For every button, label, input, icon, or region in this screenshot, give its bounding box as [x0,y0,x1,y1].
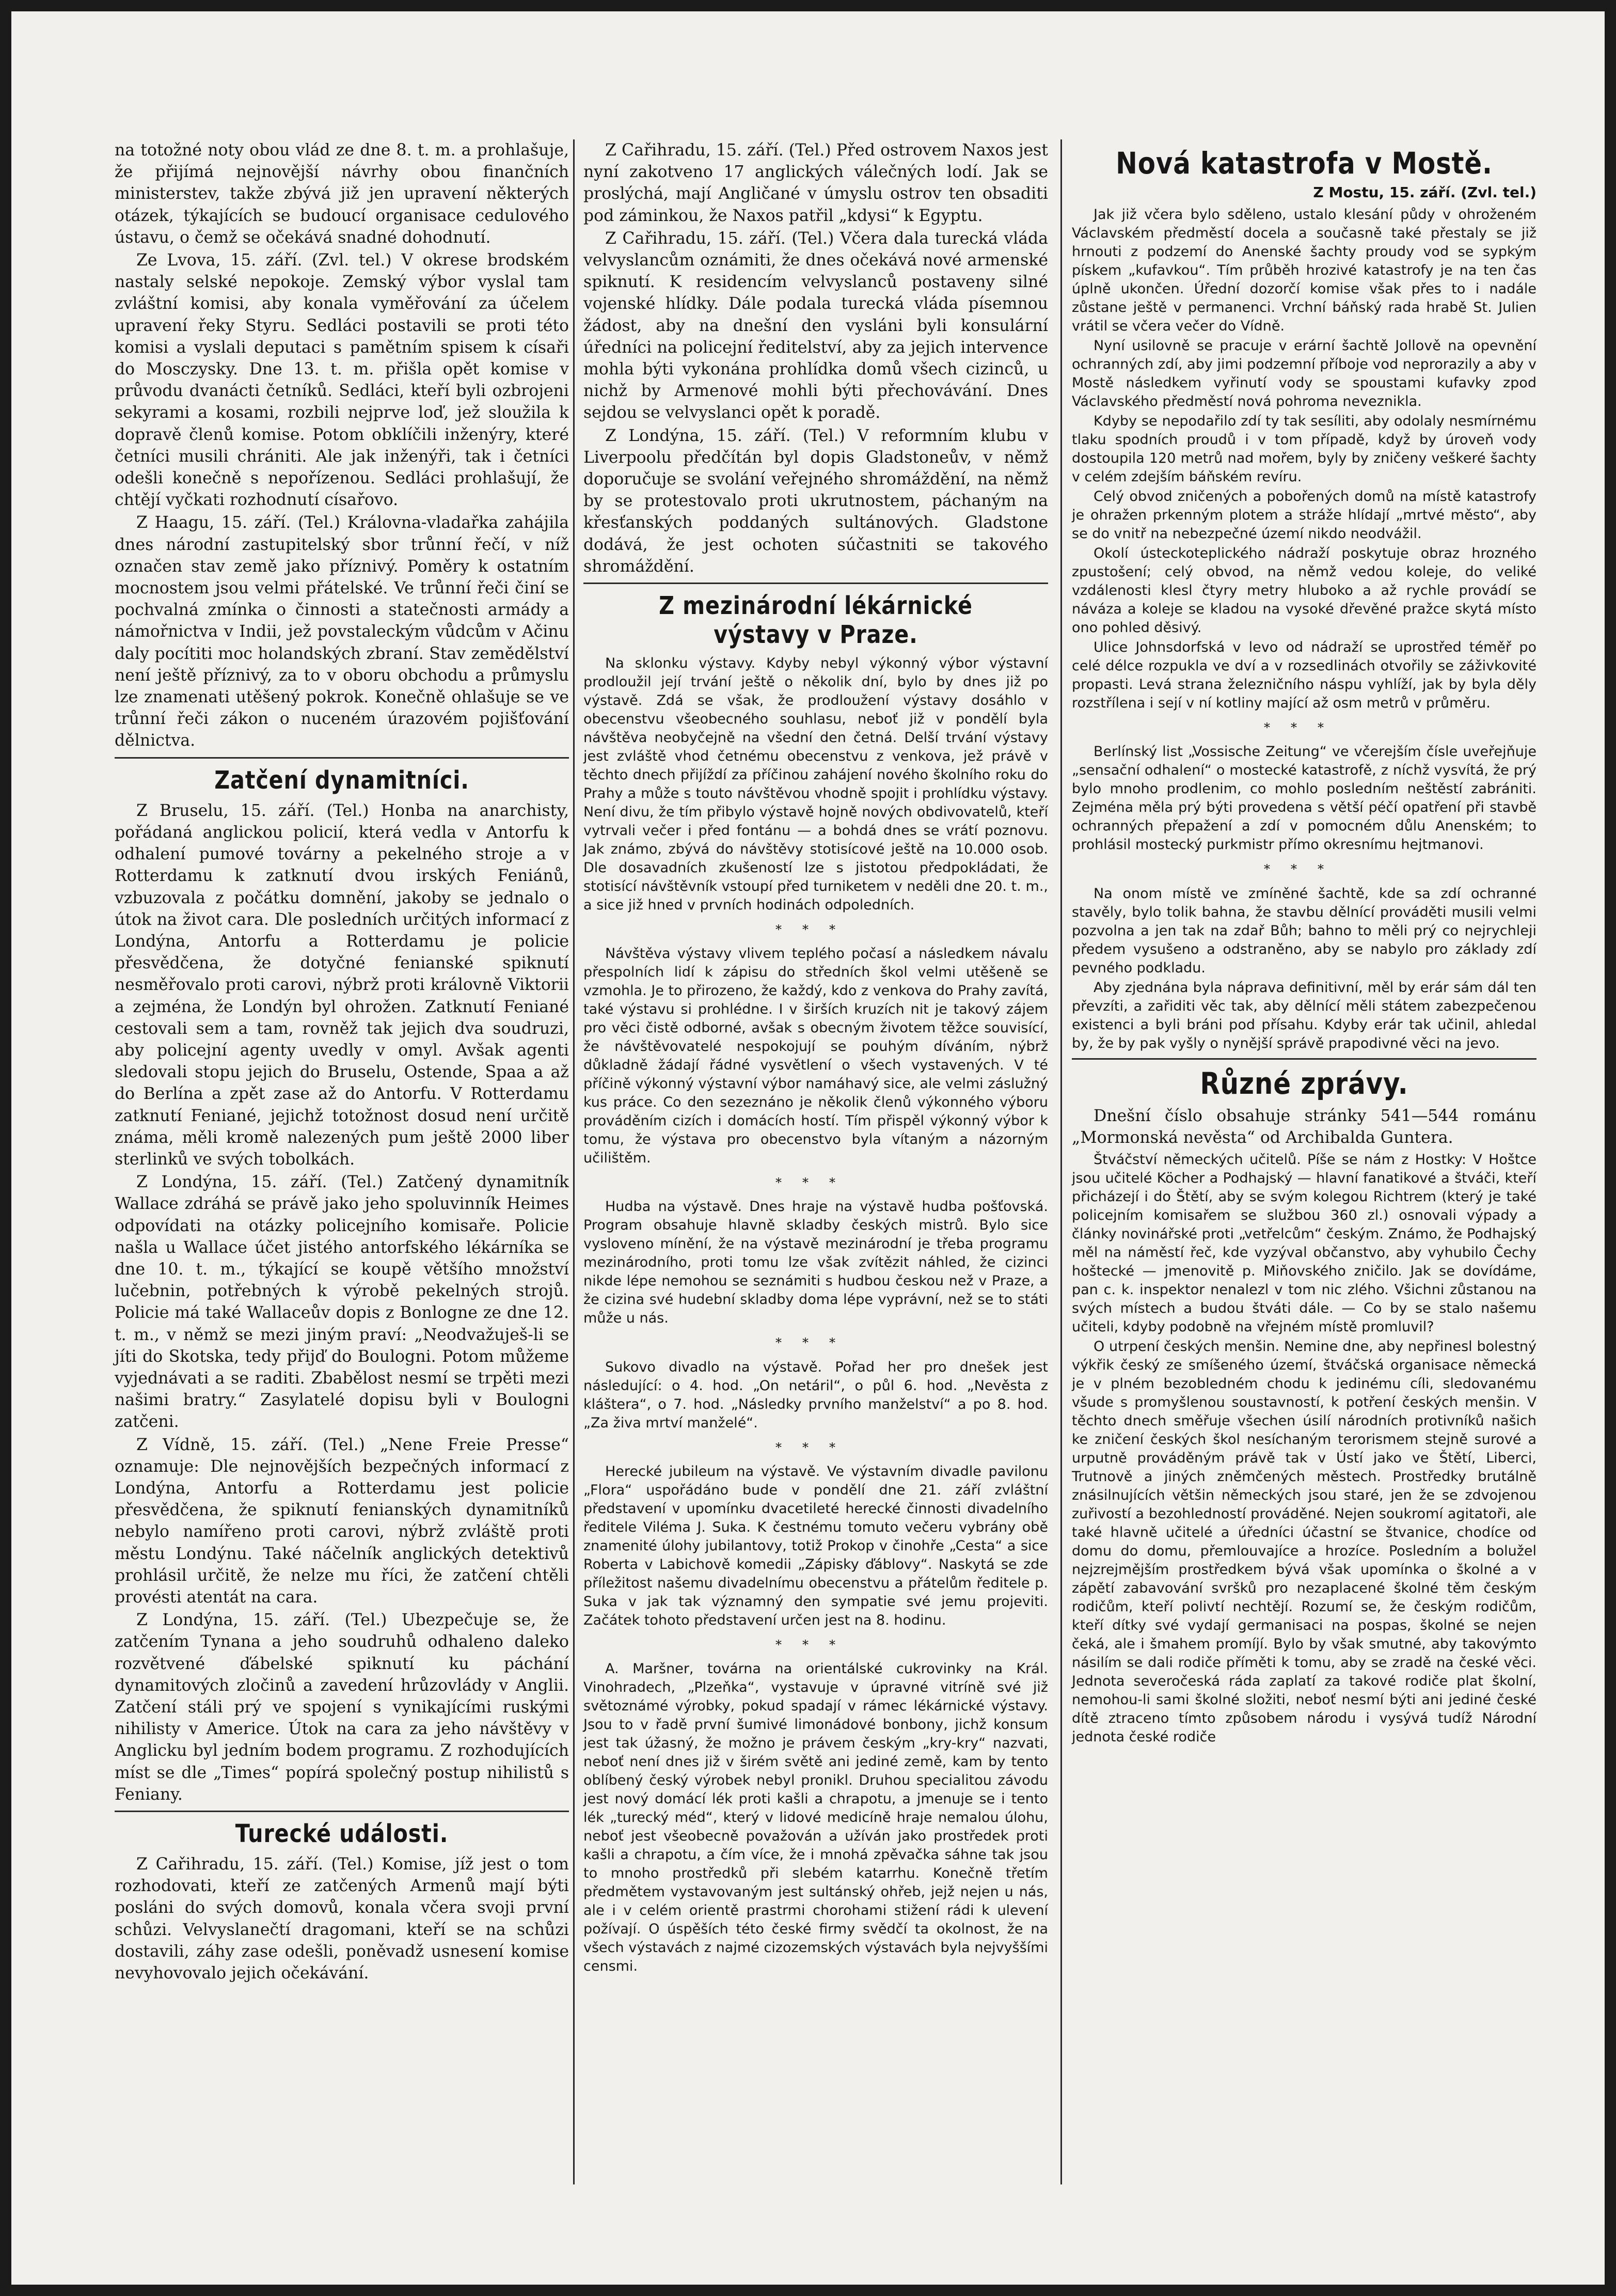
article-paragraph: Z Bruselu, 15. září. (Tel.) Honba na anarchisty, pořádaná anglickou policií, která vedla v Antorfu k odhalení pumové továrny a pekelného stroje a v Rotterdamu k zatknutí dvou irských Feniánů, vzbuzovala z počátku domnění, jakoby se jednalo o útok na život cara. Dle posledních určitých informací z Londýna, Antorfu a Rotterdamu je policie přesvědčena, že dotyčné fenianské spiknutí nesměřovalo proti carovi, nýbrž proti královně Viktorii a zejména, že Londýn byl ohrožen. Zatknutí Feniané cestovali sem a tam, rovněž tak jejich dva soudruzi, aby policejní agenty uvedly v omyl. Avšak agenti sledovali stopu jejich do Bruselu, Ostende, Spaa a až do Berlína a zpět zase až do Antorfu. V Rotterdamu zatknutí Feniané, jejichž totožnost dosud není určitě známa, měli kromě nalezených pum ještě 2000 liber sterlinků ve svých tobolkách. [115,801,569,1169]
middle-column [583,139,1048,1977]
section-divider [115,1811,569,1812]
exhibition-reports [583,654,1048,1976]
report-paragraph: Na sklonku výstavy. Kdyby nebyl výkonný výbor výstavní prodloužil její trvání ještě o několik dní, bylo by dnes již po výstavě. Zdá se však, že prodloužení výstavy dosáhlo v obecenstvu všeobecného souhlasu, neboť již v pondělí byla návštěva neobyčejně na všední den četná. Delší trvání výstavy jest zvláště vhod četnému obecenstvu z venkova, jež právě v těchto dnech přijíždí za příčinou zahájení nového školního roku do Prahy a může s touto návštěvou vhodně spojit i prohlídku výstavy. Není divu, že tím přibylo výstavě hojně nových obdivovatelů, kteří vytrvali večer i před fontánu — a bohdá dnes se vrátí poznovu. Jak známo, zbývá do návštěvy stotisícové ještě na 10.000 osob. Dle dosavadních zkušeností lze s jistotou předpokládati, že stotisící návštěvník vstoupí před turniketem v neděli dne 20. t. m., a sice již hned v prvních hodinách odpoledních. [583,655,1048,914]
section-divider [115,757,569,759]
separator-stars: *** [775,1440,856,1455]
section-heading-zpravy: Různé zprávy. [1200,1065,1408,1101]
report-paragraph: Na onom místě ve zmíněné šachtě, kde sa zdí ochranné stavěly, bylo tolik bahna, že stavbu dělnící prováděti musili velmi pozvolna a jen tak na zdař Bůh; bahno to měli prý co nejrychleji předem vysušeno a odstraněno, aby se nabylo pro základy zdí pevného podkladu. [1072,885,1536,976]
separator-stars: *** [775,922,856,937]
most-reports [1072,206,1536,1052]
report-paragraph: O utrpení českých menšin. Nemine dne, aby nepřinesl bolestný výkřik český ze smíšeného území, štváčská organisace německá je v plném bezobledném chodu k jedinému cíli, sledovanému všude s promyšlenou soustavností, k potření českých menšin. V těchto dnech směřuje všechen úsilí národních protivníků našich ke zničení českých škol nesíchaným terorismem stejně surové a urputně prováděným právě tak v Ústí jako ve Štětí, Liberci, Trutnově a jiných zněmčených městech. Prostředky brutálně znásilnujících většin německých jsou staré, jen že se zdvojenou zuřivostí a bezohledností prováděné. Nejen soukromí agitatoři, ale také hlavně učitelé a úředníci účastní se štvanice, chodíce od domu do domu, přemlouvajíce a hrozíce. Posledním a bolužel nejzrejmějším prostředkem bývá však upomínka o školné a v zápětí zabavování svršků pro nezaplacené školné těm českým rodičům, kteří polivtí nechtějí. Rozumí se, že českým rodičům, kteří dítky své vydají germanisaci na pospas, školné se nejen čeká, ale i šmahem promíjí. Bylo by však smutné, aby takovýmto násilím se dali rodiče příměti k tomu, aby se zradě na české věci. Jednota severočeská ráda zaplatí za takové rodiče plat školní, nemohou-li sami školné složiti, neboť nesmí býti ani jediné české dítě ztraceno tímto způsobem národu i vysývá tudíž Národní jednota české rodiče [1072,1339,1536,1745]
report-paragraph: Ulice Johnsdorfská v levo od nádraží se uprostřed téměř po celé délce rozpukla ve dví a v rozsedlinách otvořily se záživkovité propasti. Levá strana železničního náspu vyhlíží, jak by byla děly rozstřílena i sejí v ní kotliny mající až osm metrů v průměru. [1072,639,1536,712]
section-heading-turecke: Turecké události. [235,1819,449,1849]
report-paragraph: Berlínský list „Vossische Zeitung“ ve včerejším čísle uveřejňuje „sensační odhalení“ o mostecké katastrofě, z níchž vysvítá, že prý bylo mnoho prodlenim, co mohlo posledním neštěstí zabrániti. Zejména měla prý býti provedena s větší péčí opatření při stavbě ochranných přepažení a zdí v pomocném důlu Anenském; to prohlásil mostecký purkmistr přímo okresnímu hejtmanovi. [1072,744,1536,853]
report-paragraph: Sukovo divadlo na výstavě. Pořad her pro dnešek jest následující: o 4. hod. „On netáril“, o půl 6. hod. „Nevěsta z kláštera“, o 7. hod. „Následky prvního manželství“ a po 8. hod. „Za živa mrtví manželé“. [583,1359,1048,1431]
report-paragraph: Jak již včera bylo sděleno, ustalo klesání půdy v ohroženém Václavském předměstí docela a současně také přestaly se již hrnouti z podzemí do Anenské šachty proudy vod se sypkým pískem „kufavkou“. Tím průběh hrozivé katastrofy je na ten čas úplně ukončen. Úřední dozorčí komise však přes to i nadále zůstane ještě v permanenci. Vrchní báňský rada hrabě St. Julien vrátil se včera večer do Vídně. [1072,207,1536,335]
article-paragraph: Z Londýna, 15. září. (Tel.) Ubezpečuje se, že zatčením Tynana a jeho soudruhů odhaleno daleko rozvětvené ďábelské spiknutí ku páchání dynamitových zločinů a zavedení hrůzovlády v Anglii. Zatčení stáli prý ve spojení s vynikajícími ruskými nihilisty v Americe. Útok na cara za jeho návštěvy v Anglicku byl jedním bodem programu. Z rozhodujících míst se dle „Times“ popírá společný postup nihilistů s Feniany. [115,1611,569,1804]
section-heading-dynamitnici: Zatčení dynamitníci. [214,765,469,795]
column-divider-2 [1060,139,1062,2184]
report-paragraph: Štváčství německých učitelů. Píše se nám z Hostky: V Hoštce jsou učitelé Köcher a Podhajský — hlavní fanatikové a štváči, kteří přicházejí i do Štětí, aby se svým kolegou Richtrem (který je také policejním komisařem se službou 360 zl.) osnovali výpady a články novinářské proti „vetřelcům“ českým. Známo, že Podhajský měl na náměstí řeč, kde vyzýval občanstvo, aby vyhubilo Čechy hoštecké — jmenovitě p. Miňovského zničilo. Jak se dovídáme, pan c. k. inspektor nenalezl v tom nic zlého. Všichni zůstanou na svých místech a budou štváti dále. — Co by se stalo našemu učiteli, kdyby podobně na vřejném místě promluvil? [1072,1152,1536,1335]
article-paragraph: Z Cařihradu, 15. září. (Tel.) Komise, jíž jest o tom rozhodovati, kteří ze zatčených Armenů mají býti posláni do svých domovů, konala včera svoji první schůzi. Velvyslanečtí dragomani, kteří se na schůzi dostavili, záhy zase odešli, poněvadž usnesení komise nevyhovovalo jejich očekávání. [115,1855,569,1983]
separator-stars: *** [1264,720,1344,735]
article-paragraph: na totožné noty obou vlád ze dne 8. t. m. a prohlašuje, že přijímá nejnovější návrhy obou finančních ministerstev, takže zbývá již jen upravení některých otázek, týkajících se budoucí organisace cedulového ústavu, o čemž se očekává snadné dohodnutí. [115,141,569,247]
scan-border-left [0,0,11,2296]
section-heading-vystava: Z mezinárodní lékárnické výstavy v Praze. [659,591,973,650]
article-paragraph: Z Londýna, 15. září. (Tel.) V reformním klubu v Liverpoolu předčítán byl dopis Gladstoneův, v němž doporučuje se svolání veřejného shromáždění, na němž by se protestovalo proti ukrutnostem, páchaným na křesťanských poddaných sultánových. Gladstone dodává, že jest ochoten súčastniti se takového shromáždění. [583,426,1048,576]
report-paragraph: Aby zjednána byla náprava definitivní, měl by erár sám dál ten převzíti, a zařiditi věc tak, aby dělnící měli státem zabezpečenou existenci a byli bráni pod přísahu. Kdyby erár tak učinil, ahledal by, že by pak vyšly o nynější správě prapodivné věci na jevo. [1072,979,1536,1051]
article-paragraph: Z Haagu, 15. září. (Tel.) Královna-vladařka zahájila dnes národní zastupitelský sbor trůnní řečí, v níž označen stav země jako příznivý. Poměry k ostatním mocnostem jsou velmi přátelské. Ve trůnní řeči činí se pochvalná zmínka o činnosti a statečnosti armády a námořnictva v Indii, jež povstaleckým vůdcům v Ačinu daly pocítiti moc holandských zbraní. Stav zemědělství není ještě příznivý, za to v oboru obchodu a průmyslu lze znamenati utěšený pokrok. Konečně ohlašuje se ve trůnní řeči zákon o nuceném úrazovém pojišťování dělnictva. [115,513,569,750]
separator-stars: *** [1264,862,1344,877]
separator-stars: *** [775,1637,856,1652]
article-paragraph: Z Cařihradu, 15. září. (Tel.) Před ostrovem Naxos jest nyní zakotveno 17 anglických válečných lodí. Jak se proslýchá, mají Angličané v úmyslu ostrov ten obsaditi pod záminkou, že Naxos patřil „kdysi“ k Egyptu. [583,141,1048,225]
article-paragraph: Z Cařihradu, 15. září. (Tel.) Včera dala turecká vláda velvyslancům oznámiti, že dnes očekává nové armenské spiknutí. K residencím velvyslanců postaveny silné vojenské hlídky. Dále podala turecká vláda písemnou žádost, aby na dnešní den vysláni byli konsulární úředníci na policejní ředitelství, aby za jejich intervence mohla býti vykonána prohlídka domů všech cizinců, u nichž by Armenové mohli býti přechovávání. Dnes sejdou se velvyslanci opět k poradě. [583,229,1048,422]
scan-border-top [0,0,1616,11]
article-paragraph: Z Vídně, 15. září. (Tel.) „Nene Freie Presse“ oznamuje: Dle nejnovějších bezpečných informací z Londýna, Antorfu a Rotterdamu jest policie přesvědčena, že spiknutí fenianských dynamitníků nebylo namířeno proti carovi, nýbrž zvláště proti městu Londýnu. Také náčelník anglických detektivů prohlásil určitě, že nelze mu říci, že zatčení chtěli provésti atentát na cara. [115,1435,569,1607]
report-paragraph: A. Maršner, továrna na orientálské cukrovinky na Král. Vinohradech, „Plzeňka“, vystavuje v úpravné vitríně své již světoznámé výrobky, pokud spadají v rámec lékárnické výstavy. Jsou to v řadě první šumivé limonádové bonbony, jichž konsum jest tak úžasný, že možno je právem českým „kry-kry“ nazvati, neboť není dnes již v širém světě ani jediné země, kam by tento oblíbený český výrobek nebyl pronikl. Druhou specialitou závodu jest nový domácí lék proti kašli a chrapotu, a jmenuje se i tento lék „turecký méd“, který v lidové medicíně hraje nemalou úlohu, neboť jest všeobecně považován a užíván jako prostředek proti kašli a chrapotu, a čím více, že i mnohá zpěvačka sáhne tak jsou to mnoho prostředků při slebém katarrhu. Konečně třetím předmětem vystavovaným jest sultánský ohřeb, jejž nejen u nás, ale i v celém orientě prastrmi chorohami stižení rádi k ulevení požívají. O úspěších této české firmy svědčí ta okolnost, že na všech výstavách z najmé cizozemských výstavách byla nejvyššími censmi. [583,1661,1048,1975]
news-reports [1072,1151,1536,1747]
report-paragraph: Nyní usilovně se pracuje v erární šachtě Jollově na opevnění ochranných zdí, aby jimi podzemní příboje vod neprorazily a aby v Mostě následkem vyřinutí vody se spoustami kufavky zpod Václavského předměstí nová pohroma neveznikla. [1072,338,1536,410]
report-paragraph: Hudba na výstavě. Dnes hraje na výstavě hudba pošťovská. Program obsahuje hlavně skladby českých mistrů. Bylo sice vysloveno mínění, že na výstavě mezinárodní je třeba programu mezinárodního, proti tomu lze však zvítězit náhled, že cizinci nikde lépe nemohou se seznámiti s hudbou českou než v Praze, a že cizina své hudební skladby doma lépe vyprávní, než se to státi může u nás. [583,1199,1048,1327]
section-divider [1072,1058,1536,1060]
article-paragraph: Ze Lvova, 15. září. (Zvl. tel.) V okrese brodském nastaly selské nepokoje. Zemský výbor vyslal tam zvláštní komisi, aby konala vyměřování za účelem upravení řeky Styru. Sedláci postavili se proti této komisi a vyslali deputaci s pamětním spisem k císaři do Mosczysky. Dne 13. t. m. přišla opět komise v průvodu dvanácti četníků. Sedláci, kteří byli ozbrojeni sekyrami a kosami, rozbili nejprve loď, jež sloužila k dopravě členů komise. Potom obklíčili inženýry, které četníci musili chrániti. Ale jak inženýři, tak i četníci odešli konečně s nepořízenou. Sedláci prohlašují, že chtějí vyčkati rozhodnutí císařovo. [115,251,569,510]
section-heading-most: Nová katastrofa v Mostě. [1116,146,1493,181]
report-paragraph: Celý obvod zničených a pobořených domů na místě katastrofy je ohražen prkenným plotem a stráže hlídají „mrtvé město“, aby se do vnitř na nebezpečné území nikdo neodvážil. [1072,489,1536,542]
scan-border-right [1605,0,1616,2296]
dateline: Z Mostu, 15. září. (Zvl. tel.) [1313,184,1536,201]
right-column [1072,139,1536,1748]
column-divider-1 [573,139,575,2184]
report-paragraph: Návštěva výstavy vlivem teplého počasí a následkem návalu přespolních lidí k zápisu do středních škol velmi utěšeně se vzmohla. Je to přirozeno, že každý, kdo z venkova do Prahy zavítá, také výstavu si prohlédne. I v širších kruzích nit je takový zájem pro věci čistě odborné, avšak s obecným životem těžce souvisící, že návštěvovatelé nespokojují se pouhým díváním, nýbrž důkladně žádají řádné vysvětlení o všech vystavených. V té příčině výkonný výstavní výbor namáhavý sice, ale velmi záslužný kus práce. Co den sezeznáno je několik členů výkonného výboru prováděním cizích i domácích hostí. Tím přispěl výkonný výbor k tomu, že výstava pro obecenstvo byla vítaným a názorným učilištěm. [583,946,1048,1167]
article-paragraph: Dnešní číslo obsahuje stránky 541—544 románu „Mormonská nevěsta“ od Archibalda Guntera. [1072,1106,1536,1147]
report-paragraph: Kdyby se nepodařilo zdí ty tak sesíliti, aby odolaly nesmírnému tlaku spodních proudů i v tom případě, když by úroveň vody dostoupila 120 metrů nad mořem, byly by zničeny veškeré šachty v celém zdejším báňském revíru. [1072,413,1536,485]
report-paragraph: Herecké jubileum na výstavě. Ve výstavním divadle pavilonu „Flora“ uspořádáno bude v pondělí dne 21. září zvláštní představení v upomínku dvacetileté herecké činnosti divadelního ředitele Viléma J. Suka. K čestnému tomuto večeru vybrány obě znamenité úlohy jubilantovy, totiž Prokop v činohře „Cesta“ a sice Roberta v Labichově komedii „Zápisky ďáblovy“. Naskytá se zde příležitost našemu divadelnímu obecenstvu a přátelům ředitele p. Suka v jak tak významný den sympatie své jemu projeviti. Začátek tohoto představení určen jest na 8. hodinu. [583,1463,1048,1628]
separator-stars: *** [775,1175,856,1190]
separator-stars: *** [775,1335,856,1350]
section-divider [583,583,1048,584]
article-paragraph: Z Londýna, 15. září. (Tel.) Zatčený dynamitník Wallace zdráhá se právě jako jeho spoluvinník Heimes odpovídati na otázky policejního komisaře. Policie našla u Wallace účet jistého antorfského lékárníka se dne 10. t. m., týkající se koupě většího množství lučebnin, potřebných k výrobě pekelných strojů. Policie má také Wallaceův dopis z Bonlogne ze dne 12. t. m., v němž se mezi jiným praví: „Neodvažuješ-li se jíti do Skotska, tedy přijď do Boulogni. Potom můžeme vyjednávati a se raditi. Zbabělost nesmí se trpěti mezi našimi bratry.“ Zasylatelé dopisu byli v Boulogni zatčeni. [115,1173,569,1432]
report-paragraph: Okolí ústeckoteplického nádraží poskytuje obraz hrozného zpustošení; celý obvod, na němž vedou koleje, do veliké vzdálenosti klesl čtyry metry hluboko a až rychle provádí se náváza a koleje se kladou na vysoké dřevěné pražce skytá místo ono pohled děsivý. [1072,545,1536,636]
left-column [115,139,569,1985]
scan-border-bottom [0,2285,1616,2296]
